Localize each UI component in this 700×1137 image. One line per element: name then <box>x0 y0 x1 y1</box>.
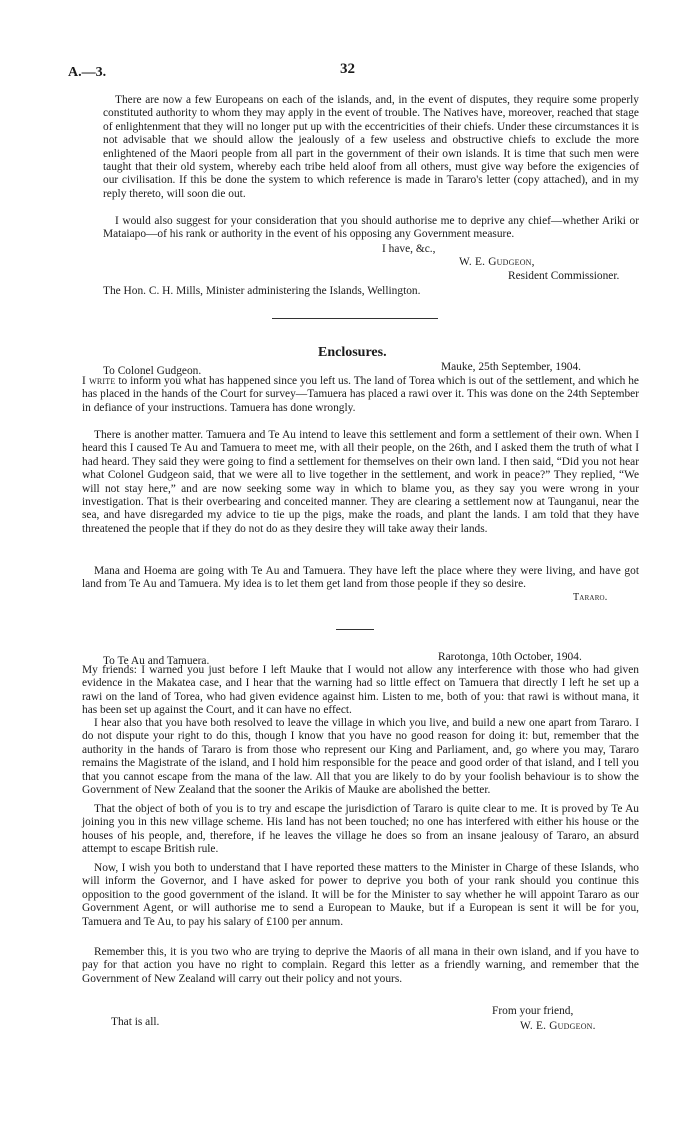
section-divider <box>272 318 438 319</box>
letter-paragraph-1: There are now a few Europeans on each of the islands, and, in the event of disputes, they require some properly constituted authority to whom they may apply in the event of trouble. The Natives have, moreover, reached that stage of enlightenment that they will no longer put up with the eccentricities of their chiefs. Under these circumstances it is not advisable that we should allow the jealously of a few useless and obstructive chiefs to exclude the more enlightened of the Maori people from all part in the government of their own islands. It is time that such men were taught that their old system, whereby each tribe held aloof from all others, must give way before the exigencies of our civilisation. If this be done the system to which reference is made in Tararo's letter (copy attached), and in my reply thereto, will soon die out. <box>103 94 639 200</box>
enclosure-1-paragraph-1 <box>82 375 639 415</box>
page-number: 32 <box>340 61 355 77</box>
document-reference: A.—3. <box>68 65 107 80</box>
enclosure-2-closing: From your friend, <box>492 1005 574 1017</box>
letter-paragraph-2: I would also suggest for your consideration that you should authorise me to deprive any chief—whether Ariki or Mataiapo—of his rank or authority in the event of his opposing any Government measure. <box>103 215 639 241</box>
enclosure-1-paragraph-2: There is another matter. Tamuera and Te Au intend to leave this settlement and form a settlement of their own. When I heard this I caused Te Au and Tamuera to meet me, with all their people, on the 26th, and I asked them the truth of what I had heard. They said they were going to find a settlement for themselves on their own land. I then said, “Did you not hear what Colonel Gudgeon said, that we were all to live together in the settlement, and work in peace?” They replied, “We will not stay here,” and are now seeking some way in which to blame you, as they say you were wrong in your investigation. That is their overbearing and conceited manner. They are clearing a settlement now at Taunganui, near the sea, and have disregarded my advice to tie up the pigs, make the roads, and plant the lands. I am told that they have threatened the people that if they do not do as they desire they will take away their lands. <box>82 429 639 535</box>
enclosure-1-lead-words: I write <box>82 375 116 387</box>
letter-signature-title: Resident Commissioner. <box>508 270 620 282</box>
letter-closing: I have, &c., <box>382 243 436 255</box>
enclosure-1-to: To Colonel Gudgeon. <box>103 365 202 377</box>
enclosure-2-signature: W. E. Gudgeon. <box>520 1020 596 1032</box>
enclosure-2-paragraph-2: I hear also that you have both resolved to leave the village in which you live, and build a new one apart from Tararo. I do not dispute your right to do this, though I know that you have no good reason for doing it: but, remember that the authority in the hands of Tararo is from those who represent our King and Parliament, and, go where you may, Tararo remains the Magistrate of the island, and I hold him responsible for the peace and good order of that island, and I tell you that you cannot escape from the mana of the law. All that you are likely to do by your foolish behaviour is to show the Government of New Zealand that the sooner the Arikis of Mauke are abolished the better. <box>82 717 639 797</box>
enclosure-2-paragraph-5: Remember this, it is you two who are trying to deprive the Maoris of all mana in their own island, and if you have to pay for that action you have no right to complain. Regard this letter as a friendly warning, and remember that the Government of New Zealand will carry out their policy and not yours. <box>82 946 639 985</box>
enclosure-2-paragraph-1: My friends: I warned you just before I left Mauke that I would not allow any interference with those who had given evidence in the Makatea case, and I hear that the warning had so little effect on Tamuera that directly I left he set up a rawi on the land of Torea, who had given evidence against him. Listen to me, both of you: that rawi is without mana, it has been set up against the Court, and it can have no effect. <box>82 664 639 717</box>
enclosure-1-paragraph-1-text: to inform you what has happened since you left us. The land of Torea which is out of the settlement, and which he has placed in the hands of the Court for survey—Tamuera has placed a rawi over it. This was done on the 24th September in defiance of your instructions. Tamuera has done wrongly. <box>82 375 639 414</box>
enclosure-1-paragraph-3: Mana and Hoema are going with Te Au and Tamuera. They have left the place where they were living, and have got land from Te Au and Tamuera. My idea is to let them get land from those people if they so desire. <box>82 565 639 591</box>
enclosure-2-paragraph-3: That the object of both of you is to try and escape the jurisdiction of Tararo is quite clear to me. It is proved by Te Au joining you in this new village scheme. His land has not been touched; no one has interfered with either his house or the houses of his people, and, therefore, if he leaves the village he does so from an insane jealousy of Tararo, an absurd attempt to escape British rule. <box>82 803 639 856</box>
enclosure-2-to: To Te Au and Tamuera. <box>103 655 210 667</box>
enclosure-1-signature: Tararo. <box>573 592 608 603</box>
letter-signature: W. E. Gudgeon, <box>459 256 535 268</box>
enclosure-2-paragraph-4: Now, I wish you both to understand that I have reported these matters to the Minister in Charge of these Islands, who will inform the Governor, and I have asked for power to deprive you both of your rank should you continue this opposition to the good government of the island. It will be for the Minister to say whether he will appoint Tararo as our Government Agent, or will authorise me to send a European to Mauke, but if a European is sent it will be for you, Tamuera and Te Au, to pay his salary of £100 per annum. <box>82 862 639 928</box>
enclosure-divider <box>336 629 374 630</box>
enclosure-1-place-date: Mauke, 25th September, 1904. <box>441 361 582 373</box>
letter-addressee: The Hon. C. H. Mills, Minister administering the Islands, Wellington. <box>103 285 421 297</box>
enclosure-2-closing-line: That is all. <box>111 1016 160 1028</box>
enclosure-2-place-date: Rarotonga, 10th October, 1904. <box>438 651 582 663</box>
enclosures-heading: Enclosures. <box>318 345 387 360</box>
